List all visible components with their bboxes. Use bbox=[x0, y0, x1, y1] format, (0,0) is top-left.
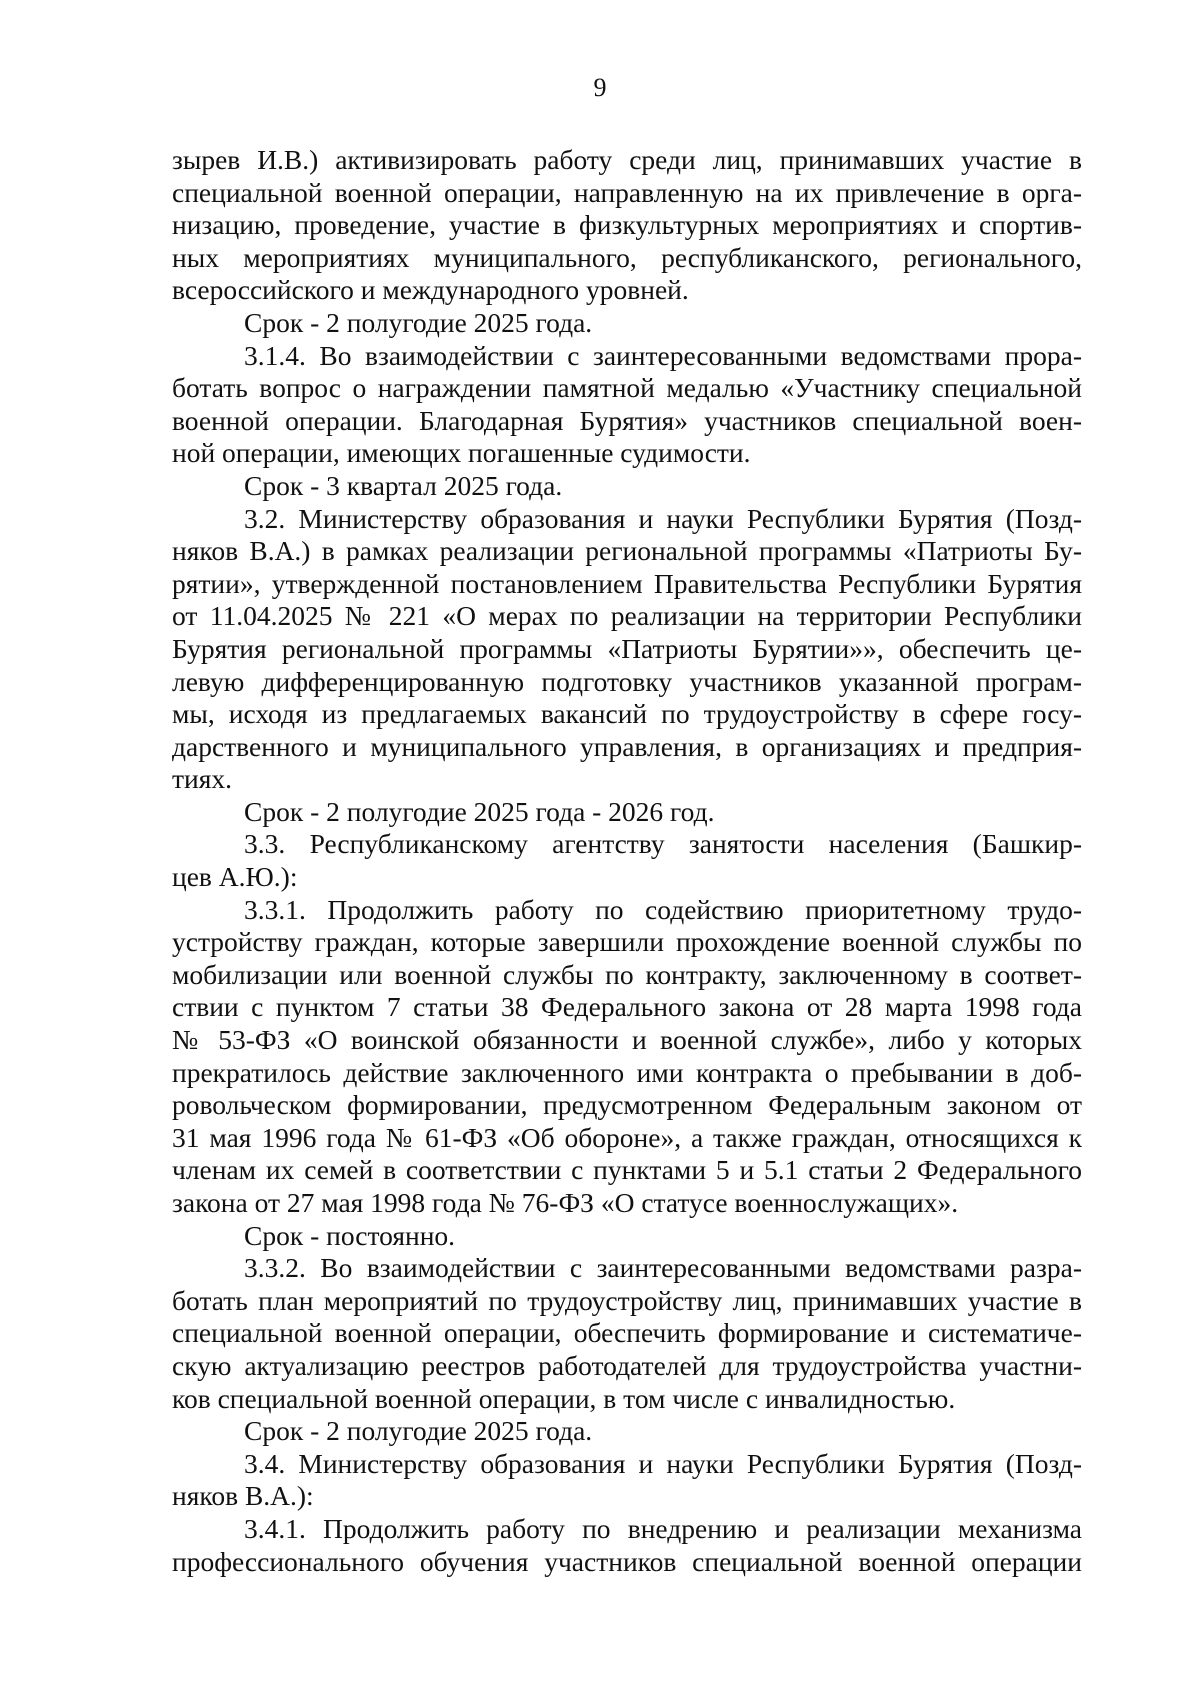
text-line: 31 мая 1996 года № 61-ФЗ «Об обороне», а также граждан, относящихся к bbox=[172, 1121, 1082, 1153]
text-line: прекратилось действие заключенного ими контракта о пребывании в доб- bbox=[172, 1056, 1082, 1088]
text-line: профессионального обучения участников специальной военной операции bbox=[172, 1545, 1082, 1577]
text-line: военной операции. Благодарная Бурятия» участников специальной воен- bbox=[172, 404, 1082, 436]
text-line: ствии с пунктом 7 статьи 38 Федерального закона от 28 марта 1998 года bbox=[172, 991, 1082, 1023]
text-line: Срок - 2 полугодие 2025 года - 2026 год. bbox=[244, 795, 715, 827]
text-line: 3.4. Министерству образования и науки Республики Бурятия (Позд- bbox=[244, 1447, 1082, 1479]
text-line: зырев И.В.) активизировать работу среди лиц, принимавших участие в bbox=[172, 144, 1082, 175]
text-line: ровольческом формировании, предусмотренном Федеральным законом от bbox=[172, 1089, 1082, 1121]
text-line: ботать план мероприятий по трудоустройству лиц, принимавших участие в bbox=[172, 1284, 1082, 1316]
text-line: ботать вопрос о награждении памятной медалью «Участнику специальной bbox=[172, 372, 1082, 404]
text-line: специальной военной операции, обеспечить формирование и систематиче- bbox=[172, 1317, 1082, 1349]
text-line: Срок - 2 полугодие 2025 года. bbox=[244, 306, 593, 338]
text-line: левую дифференцированную подготовку участников указанной програм- bbox=[172, 665, 1082, 697]
text-line: от 11.04.2025 № 221 «О мерах по реализации на территории Республики bbox=[172, 600, 1082, 632]
text-line: низацию, проведение, участие в физкультурных мероприятиях и спортив- bbox=[172, 209, 1082, 241]
text-line: няков В.А.): bbox=[172, 1480, 314, 1512]
page-number: 9 bbox=[593, 73, 607, 102]
text-line: мобилизации или военной службы по контракту, заключенному в соответ- bbox=[172, 958, 1082, 990]
text-line: Срок - 3 квартал 2025 года. bbox=[244, 469, 563, 501]
text-line: мы, исходя из предлагаемых вакансий по трудоустройству в сфере госу- bbox=[172, 698, 1082, 730]
text-line: устройству граждан, которые завершили прохождение военной службы по bbox=[172, 926, 1082, 958]
text-line: Бурятия региональной программы «Патриоты Бурятии»», обеспечить це- bbox=[172, 632, 1082, 664]
text-line: 3.3.2. Во взаимодействии с заинтересованными ведомствами разра- bbox=[244, 1252, 1082, 1284]
text-line: № 53-ФЗ «О воинской обязанности и военной службе», либо у которых bbox=[172, 1024, 1082, 1056]
text-line: членам их семей в соответствии с пунктами 5 и 5.1 статьи 2 Федерального bbox=[172, 1154, 1082, 1186]
text-line: ных мероприятиях муниципального, республиканского, регионального, bbox=[172, 241, 1082, 273]
text-line: Срок - 2 полугодие 2025 года. bbox=[244, 1415, 593, 1447]
text-line: ной операции, имеющих погашенные судимости. bbox=[172, 437, 751, 469]
text-line: специальной военной операции, направленную на их привлечение в орга- bbox=[172, 176, 1082, 208]
text-line: 3.3. Республиканскому агентству занятости населения (Башкир- bbox=[244, 828, 1082, 860]
text-line: рятии», утвержденной постановлением Правительства Республики Бурятия bbox=[172, 567, 1082, 599]
text-line: дарственного и муниципального управления, в организациях и предприя- bbox=[172, 730, 1082, 762]
text-line: всероссийского и международного уровней. bbox=[172, 274, 689, 306]
text-line: закона от 27 мая 1998 года № 76-ФЗ «О статусе военнослужащих». bbox=[172, 1187, 959, 1218]
text-line: Срок - постоянно. bbox=[244, 1219, 456, 1251]
text-line: цев А.Ю.): bbox=[172, 861, 298, 893]
text-line: 3.4.1. Продолжить работу по внедрению и реализации механизма bbox=[244, 1512, 1082, 1544]
text-line: тиях. bbox=[172, 763, 233, 795]
text-line: няков В.А.) в рамках реализации региональной программы «Патриоты Бу- bbox=[172, 535, 1082, 567]
text-line: 3.3.1. Продолжить работу по содействию приоритетному трудо- bbox=[244, 893, 1082, 925]
document-body bbox=[172, 144, 1082, 1578]
text-line: 3.1.4. Во взаимодействии с заинтересованными ведомствами прора- bbox=[244, 339, 1082, 371]
text-line: скую актуализацию реестров работодателей для трудоустройства участни- bbox=[172, 1349, 1082, 1381]
text-line: ков специальной военной операции, в том числе с инвалидностью. bbox=[172, 1382, 956, 1414]
text-line: 3.2. Министерству образования и науки Республики Бурятия (Позд- bbox=[244, 502, 1082, 534]
